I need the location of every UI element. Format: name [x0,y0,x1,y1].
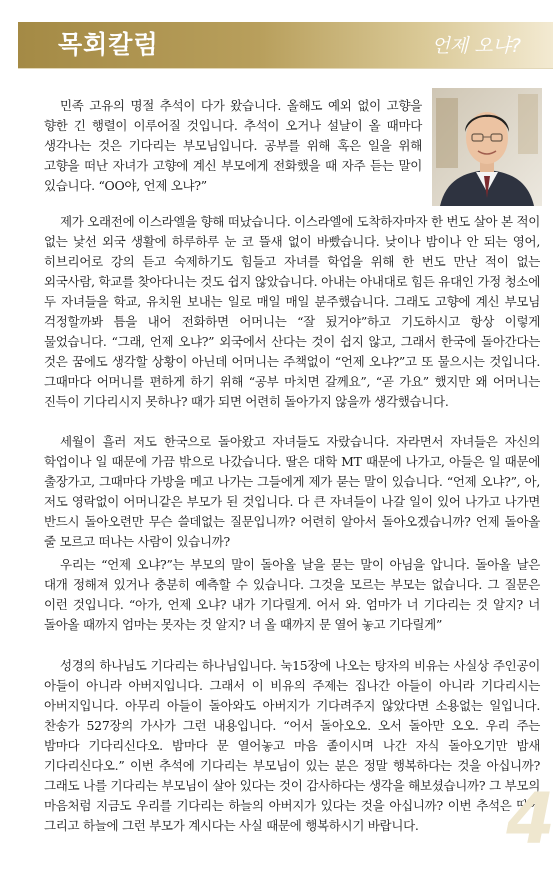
column-title: 목회칼럼 [58,30,159,59]
author-portrait [432,88,542,206]
paragraph-5: 성경의 하나님도 기다리는 하나님입니다. 눅15장에 나오는 탕자의 비유는 사실상 주인공이 아들이 아니라 아버지입니다. 그래서 이 비유의 주제는 집나간 아들이 아니라 기다리시는 아버지입니다. 아무리 아들이 돌아와도 아버지가 기다려주지 않았다면 소용없는 일입니다. 찬송가 527장의 가사가 그런 내용입니다. “어서 돌아오오. 오서 돌아만 오오. 우리 주는 밤마다 기다리신다오. 밤마다 문 열어놓고 마음 졸이시며 나간 자식 돌아오기만 밤새 기다리신다오.” 이번 추석에 기다리는 부모님이 있는 분은 정말 행복하다는 것을 아십니까? 그래도 나를 기다리는 부모님이 살아 있다는 것이 감사하다는 생각을 해보셨습니까? 그 부모의 마음처럼 지금도 우리를 기다리는 하늘의 아버지가 있다는 것을 아십니까? 이번 추석은 땅에 그리고 하늘에 그런 부모가 계시다는 사실 때문에 행복하시기 바랍니다. [44,658,540,833]
page-number: 4 [506,778,555,860]
paragraph-4: 우리는 “언제 오냐?”는 부모의 말이 돌아올 날을 묻는 말이 아님을 압니다. 돌아올 날은 대개 정해져 있거나 충분히 예측할 수 있습니다. 그것을 모르는 부모는 없습니다. 그 질문은 이런 것입니다. “아가, 언제 오냐? 내가 기다릴게. 어서 와. 엄마가 너 기다리는 것 알지? 너 돌아올 때까지 엄마는 못자는 것 알지? 너 올 때까지 문 열어 놓고 기다릴게” [44,557,540,632]
header-divider [18,68,553,69]
paragraph-1: 민족 고유의 명절 추석이 다가 왔습니다. 올해도 예외 없이 고향을 향한 긴 행렬이 이루어질 것입니다. 추석이 오거나 설날이 올 때마다 생각나는 것은 기다리는 부모님입니다. 공부를 위해 혹은 일을 위해 고향을 떠난 자녀가 고향에 계신 부모에게 전화했을 때 자주 듣는 말이 있습니다. “OO야, 언제 오냐?” [44,98,422,193]
paragraph-2: 제가 오래전에 이스라엘을 향해 떠났습니다. 이스라엘에 도착하자마자 한 번도 살아 본 적이 없는 낯선 외국 생활에 하루하루 눈 코 뜰새 없이 바빴습니다. 낮이나 밤이나 안 되는 영어, 히브리어로 강의 듣고 숙제하기도 힘들고 자녀를 학업을 위해 한 번도 만난 적이 없는 외국사람, 학교를 찾아다니는 것도 쉽지 않았습니다. 아내는 아내대로 힘든 유대인 가정 청소에 두 자녀들을 학교, 유치원 보내는 일로 매일 매일 분주했습니다. 그래도 고향에 계신 부모님 걱정할까봐 틈을 내어 전화하면 어머니는 “잘 됬거야”하고 기도하시고 항상 이렇게 물었습니다. “그래, 언제 오냐?” 외국에서 산다는 것이 쉽지 않고, 그래서 한국에 돌아간다는 것은 꿈에도 생각할 상황이 아닌데 어머니는 주책없이 “언제 오냐?”고 또 물으시는 것입니다. 그때마다 어머니를 편하게 하기 위해 “공부 마치면 갈께요”, “곧 가요” 했지만 왜 어머니는 진득이 기다리시지 못하나? 때가 되면 어련히 돌아가지 않을까 생각했습니다. [44,214,540,409]
column-header-banner [18,22,553,68]
article-title: 언제 오냐? [431,35,521,57]
paragraph-3: 세월이 흘러 저도 한국으로 돌아왔고 자녀들도 자랐습니다. 자라면서 자녀들은 자신의 학업이나 일 때문에 가끔 밖으로 나갔습니다. 딸은 대학 MT 때문에 나가고, 아들은 일 때문에 출장가고, 그때마다 가방을 메고 나가는 그들에게 제가 묻는 말이 있습니다. “언제 오냐?”, 아, 저도 영락없이 어머니같은 부모가 된 것입니다. 다 큰 자녀들이 나갈 일이 있어 나가고 나가면 반드시 돌아오련만 무슨 쓸데없는 질문입니까? 어련히 알아서 돌아오겠습니까? 언제 돌아올 줄 모르고 떠나는 사람이 있습니까? [44,434,540,549]
